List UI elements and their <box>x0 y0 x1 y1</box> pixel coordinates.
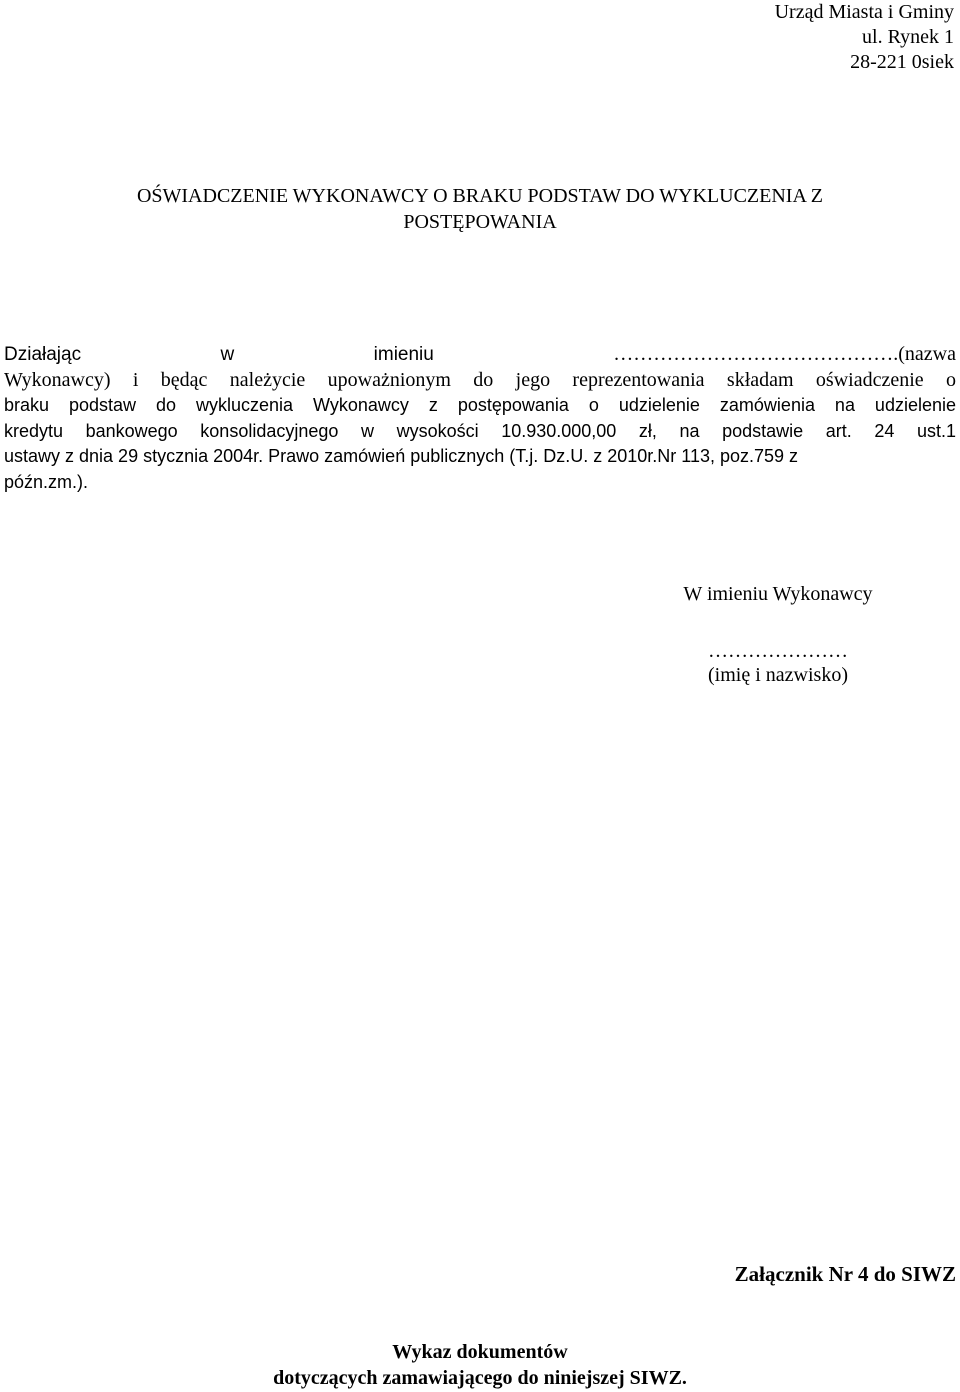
signature-dots: ………………… <box>708 640 848 662</box>
attachment-label: Załącznik Nr 4 do SIWZ <box>734 1262 956 1286</box>
statement-line-5: ustawy z dnia 29 stycznia 2004r. Prawo zamówień publicznych (T.j. Dz.U. z 2010r.Nr 113, poz.759 z <box>4 446 799 466</box>
address-line-2: ul. Rynek 1 <box>862 26 954 48</box>
list-subtitle: dotyczących zamawiającego do niniejszej SIWZ. <box>273 1367 687 1389</box>
statement-line-4: kredytu bankowego konsolidacyjnego w wysokości 10.930.000,00 zł, na podstawie art. 24 ust.1 <box>4 420 956 441</box>
word-dzialajac: Działając <box>4 344 82 365</box>
list-title: Wykaz dokumentów <box>392 1341 568 1363</box>
address-line-3: 28-221 0siek <box>850 51 954 73</box>
statement-line-1 <box>4 342 956 368</box>
address-line-1: Urząd Miasta i Gminy <box>774 1 954 23</box>
document-title-line-1: OŚWIADCZENIE WYKONAWCY O BRAKU PODSTAW DO WYKLUCZENIA Z <box>136 185 824 207</box>
statement-paragraph <box>4 342 956 495</box>
signature-caption: (imię i nazwisko) <box>708 664 848 686</box>
word-nazwa: …………………………………….(nazwa <box>613 343 956 365</box>
word-w: w <box>220 344 235 365</box>
statement-line-2: Wykonawcy) i będąc należycie upoważnionym do jego reprezentowania składam oświadczenie o <box>4 368 956 391</box>
document-title-line-2: POSTĘPOWANIA <box>403 211 557 233</box>
statement-line-3: braku podstaw do wykluczenia Wykonawcy z postępowania o udzielenie zamówienia na udzielenie <box>4 395 956 415</box>
signature-heading: W imieniu Wykonawcy <box>683 583 873 605</box>
word-imieniu: imieniu <box>373 344 434 365</box>
statement-line-6: późn.zm.). <box>4 471 89 492</box>
